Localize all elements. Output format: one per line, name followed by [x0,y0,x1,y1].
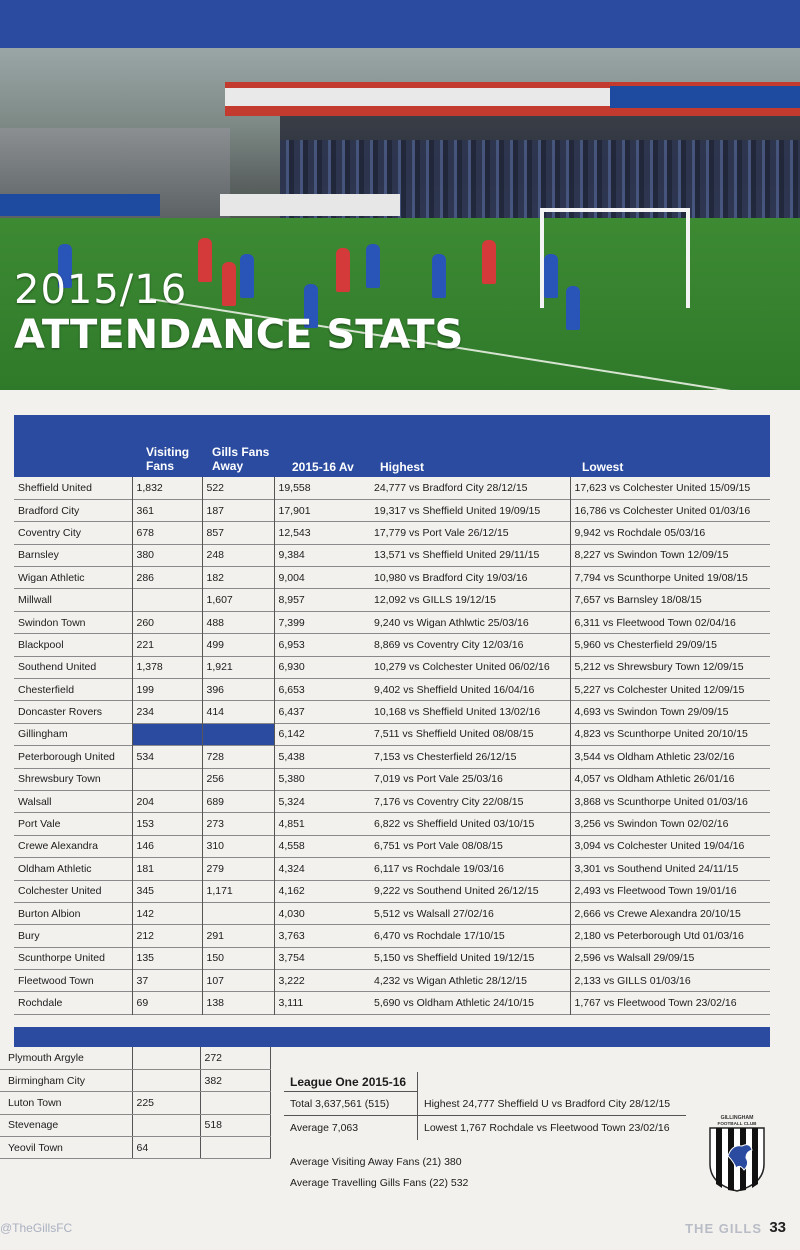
lowest-cell: 7,794 vs Scunthorpe United 19/08/15 [570,567,770,589]
team-name-cell: Walsall [18,795,52,808]
highest-cell: 6,751 vs Port Vale 08/08/15 [374,840,503,853]
photo-player [544,254,558,298]
photo-goal [540,208,690,308]
table-row [14,477,770,499]
average-cell: 5,438 [274,746,370,768]
lowest-cell: 2,493 vs Fleetwood Town 19/01/16 [570,880,770,902]
visiting-fans-cell: 225 [132,1092,200,1114]
average-cell: 12,543 [274,522,370,544]
gills-fans-away-cell: 291 [202,925,274,947]
highest-cell: 19,317 vs Sheffield United 19/09/15 [374,504,541,517]
lowest-cell: 3,868 vs Scunthorpe United 01/03/16 [570,790,770,812]
highest-cell: 7,176 vs Coventry City 22/08/15 [374,795,524,808]
gills-fans-away-cell: 182 [202,567,274,589]
highest-cell: 10,279 vs Colchester United 06/02/16 [374,661,550,674]
team-name-cell: Luton Town [0,1092,132,1114]
average-cell: 3,754 [274,947,370,969]
team-name-cell: Blackpool [18,638,64,651]
average-cell: 6,653 [274,679,370,701]
gills-fans-away-cell: 488 [202,611,274,633]
lowest-cell: 2,180 vs Peterborough Utd 01/03/16 [570,925,770,947]
visiting-fans-cell [132,1047,200,1069]
team-name-cell: Oldham Athletic [18,862,92,875]
table-row [14,522,770,544]
average-cell: 19,558 [274,477,370,499]
team-name-cell: Burton Albion [18,907,81,920]
gills-fans-away-cell [200,1137,270,1159]
table-row [14,880,770,902]
lowest-cell: 8,227 vs Swindon Town 12/09/15 [570,544,770,566]
visiting-fans-cell: 286 [132,567,202,589]
header-highest: Highest [380,460,425,474]
gills-fans-away-cell: 396 [202,679,274,701]
highest-cell: 24,777 vs Bradford City 28/12/15 [374,481,528,494]
gills-fans-away-cell: 107 [202,970,274,992]
visiting-fans-cell: 380 [132,544,202,566]
team-name-cell: Swindon Town [18,616,86,629]
league-one-summary [284,1072,686,1140]
visiting-fans-cell: 199 [132,679,202,701]
visiting-fans-cell [132,589,202,611]
average-cell: 3,763 [274,925,370,947]
table-row [14,679,770,701]
table-row [0,1047,270,1069]
average-cell: 9,384 [274,544,370,566]
highest-cell: 5,512 vs Walsall 27/02/16 [374,907,494,920]
gills-fans-away-cell: 1,921 [202,656,274,678]
gills-fans-away-cell: 499 [202,634,274,656]
gills-fans-away-cell: 273 [202,813,274,835]
visiting-fans-cell: 345 [132,880,202,902]
table-row [14,813,770,835]
visiting-fans-cell: 361 [132,499,202,521]
lowest-cell: 9,942 vs Rochdale 05/03/16 [570,522,770,544]
team-name-cell: Port Vale [18,818,61,831]
header-average: 2015-16 Av [292,460,354,474]
photo-ad-board [0,194,160,216]
gills-fans-away-cell: 248 [202,544,274,566]
visiting-fans-cell: 234 [132,701,202,723]
average-cell: 9,004 [274,567,370,589]
lowest-cell: 4,823 vs Scunthorpe United 20/10/15 [570,723,770,745]
highest-cell: 6,117 vs Rochdale 19/03/16 [374,862,504,875]
visiting-fans-cell: 181 [132,858,202,880]
visiting-fans-cell: 142 [132,902,202,924]
table-row [0,1092,270,1114]
visiting-fans-cell: 221 [132,634,202,656]
highest-cell: 17,779 vs Port Vale 26/12/15 [374,526,509,539]
visiting-fans-cell: 69 [132,992,202,1014]
table-row [14,701,770,723]
highest-cell: 5,150 vs Sheffield United 19/12/15 [374,952,535,965]
average-visiting-away-fans: Average Visiting Away Fans (21) 380 [290,1156,462,1168]
visiting-fans-cell: 64 [132,1137,200,1159]
average-cell: 3,111 [274,992,370,1014]
visiting-fans-cell: 146 [132,835,202,857]
team-name-cell: Scunthorpe United [18,952,105,965]
table-row [14,544,770,566]
team-name-cell: Yeovil Town [0,1137,132,1159]
crest-text-line: FOOTBALL CLUB [717,1121,757,1126]
table-row [14,567,770,589]
gillingham-crest-icon [706,1112,768,1192]
table-row [14,858,770,880]
average-travelling-gills-fans: Average Travelling Gills Fans (22) 532 [290,1177,469,1189]
visiting-fans-cell [132,1114,200,1136]
photo-player [566,286,580,330]
visiting-fans-cell: 37 [132,970,202,992]
lowest-cell: 3,256 vs Swindon Town 02/02/16 [570,813,770,835]
photo-stand-roof [225,82,800,116]
highest-cell: 7,019 vs Port Vale 25/03/16 [374,773,503,786]
table-row [14,499,770,521]
team-name-cell: Crewe Alexandra [18,840,98,853]
lowest-cell: 7,657 vs Barnsley 18/08/15 [570,589,770,611]
league-lowest: Lowest 1,767 Rochdale vs Fleetwood Town 23/02/16 [424,1122,670,1134]
average-cell: 4,851 [274,813,370,835]
title-year: 2015/16 [14,267,188,313]
highest-cell: 5,690 vs Oldham Athletic 24/10/15 [374,997,534,1010]
team-name-cell: Peterborough United [18,750,115,763]
team-name-cell: Rochdale [18,997,63,1010]
gills-fans-away-cell [200,1092,270,1114]
team-name-cell: Coventry City [18,526,82,539]
gills-fans-away-cell: 1,607 [202,589,274,611]
average-cell: 6,142 [274,723,370,745]
team-name-cell: Stevenage [0,1114,132,1136]
gills-fans-away-cell: 689 [202,790,274,812]
gills-fans-away-cell: 382 [200,1069,270,1091]
table-row [14,790,770,812]
table-row [14,634,770,656]
highest-cell: 12,092 vs GILLS 19/12/15 [374,594,497,607]
table-row [14,970,770,992]
lowest-cell: 3,094 vs Colchester United 19/04/16 [570,835,770,857]
visiting-fans-cell: 212 [132,925,202,947]
average-cell: 5,380 [274,768,370,790]
gills-fans-away-cell [202,723,274,745]
team-name-cell: Bradford City [18,504,80,517]
team-name-cell: Barnsley [18,549,59,562]
team-name-cell: Wigan Athletic [18,571,85,584]
photo-ad-board [220,194,400,216]
highest-cell: 4,232 vs Wigan Athletic 28/12/15 [374,974,527,987]
visiting-fans-cell: 534 [132,746,202,768]
highest-cell: 7,511 vs Sheffield United 08/08/15 [374,728,534,741]
average-cell: 17,901 [274,499,370,521]
highest-cell: 6,470 vs Rochdale 17/10/15 [374,930,505,942]
average-cell: 6,437 [274,701,370,723]
visiting-fans-cell [132,1069,200,1091]
gills-fans-away-cell [202,902,274,924]
mid-color-band [14,1027,770,1047]
average-cell: 4,324 [274,858,370,880]
gills-fans-away-cell: 310 [202,835,274,857]
table-row [0,1114,270,1136]
highest-cell: 9,402 vs Sheffield United 16/04/16 [374,683,535,696]
average-cell: 8,957 [274,589,370,611]
average-cell: 4,558 [274,835,370,857]
attendance-table [14,477,770,1015]
highest-cell: 6,822 vs Sheffield United 03/10/15 [374,818,535,831]
lowest-cell: 5,212 vs Shrewsbury Town 12/09/15 [570,656,770,678]
highest-cell: 8,869 vs Coventry City 12/03/16 [374,638,524,651]
header-gills-fans-away: Gills Fans Away [212,445,270,473]
lowest-cell: 2,666 vs Crewe Alexandra 20/10/15 [570,902,770,924]
highest-cell: 10,980 vs Bradford City 19/03/16 [374,571,528,584]
photo-player [482,240,496,284]
team-name-cell: Bury [18,930,40,942]
top-color-band [0,0,800,48]
lowest-cell: 5,960 vs Chesterfield 29/09/15 [570,634,770,656]
gills-fans-away-cell: 518 [200,1114,270,1136]
highest-cell: 13,571 vs Sheffield United 29/11/15 [374,549,540,562]
gills-fans-away-cell: 857 [202,522,274,544]
visiting-fans-cell [132,768,202,790]
lowest-cell: 17,623 vs Colchester United 15/09/15 [570,477,770,499]
average-cell: 5,324 [274,790,370,812]
stats-table-header [14,415,770,477]
lowest-cell: 4,693 vs Swindon Town 29/09/15 [570,701,770,723]
team-name-cell: Birmingham City [0,1069,132,1091]
highest-cell: 7,153 vs Chesterfield 26/12/15 [374,750,517,763]
gills-fans-away-cell: 728 [202,746,274,768]
table-row [14,902,770,924]
visiting-fans-cell: 1,832 [132,477,202,499]
table-row [0,1069,270,1091]
team-name-cell: Colchester United [18,885,102,898]
league-highest: Highest 24,777 Sheffield U vs Bradford City 28/12/15 [424,1098,671,1110]
lowest-cell: 3,301 vs Southend United 24/11/15 [570,858,770,880]
lowest-cell: 2,596 vs Walsall 29/09/15 [570,947,770,969]
average-cell: 4,162 [274,880,370,902]
gills-fans-away-cell: 522 [202,477,274,499]
table-row [14,947,770,969]
table-row [14,723,770,745]
team-name-cell: Doncaster Rovers [18,706,103,719]
league-total: Total 3,637,561 (515) [284,1092,418,1115]
gills-fans-away-cell: 256 [202,768,274,790]
table-row [14,589,770,611]
average-cell: 3,222 [274,970,370,992]
team-name-cell: Chesterfield [18,683,75,696]
page-title [14,268,463,358]
table-row [14,992,770,1014]
visiting-fans-cell: 135 [132,947,202,969]
team-name-cell: Fleetwood Town [18,974,94,987]
title-main: ATTENDANCE STATS [14,312,464,358]
footer-twitter-handle: @TheGillsFC [0,1221,73,1235]
lowest-cell: 1,767 vs Fleetwood Town 23/02/16 [570,992,770,1014]
header-lowest: Lowest [582,460,624,474]
table-row [0,1137,270,1159]
table-row [14,611,770,633]
table-row [14,656,770,678]
lowest-cell: 6,311 vs Fleetwood Town 02/04/16 [570,611,770,633]
lowest-cell: 5,227 vs Colchester United 12/09/15 [570,679,770,701]
highest-cell: 10,168 vs Sheffield United 13/02/16 [374,706,541,719]
average-cell: 6,953 [274,634,370,656]
team-name-cell: Millwall [18,594,52,607]
crest-text-line: GILLINGHAM [720,1115,754,1121]
gills-fans-away-cell: 150 [202,947,274,969]
average-cell: 4,030 [274,902,370,924]
lowest-cell: 16,786 vs Colchester United 01/03/16 [570,499,770,521]
gills-fans-away-cell: 1,171 [202,880,274,902]
league-average: Average 7,063 [284,1116,418,1140]
visiting-fans-cell: 260 [132,611,202,633]
average-cell: 6,930 [274,656,370,678]
team-name-cell: Sheffield United [18,481,92,494]
table-row [14,746,770,768]
table-row [14,768,770,790]
gills-fans-away-cell: 187 [202,499,274,521]
visiting-fans-cell: 153 [132,813,202,835]
lowest-cell: 2,133 vs GILLS 01/03/16 [570,970,770,992]
gills-fans-away-cell: 414 [202,701,274,723]
gills-fans-away-cell: 138 [202,992,274,1014]
gills-fans-away-cell: 279 [202,858,274,880]
team-name-cell: Plymouth Argyle [0,1047,132,1069]
team-name-cell: Gillingham [18,728,68,741]
header-visiting-fans: Visiting Fans [146,445,190,473]
visiting-fans-cell: 204 [132,790,202,812]
average-cell: 7,399 [274,611,370,633]
footer-magazine-name: THE GILLS [685,1221,762,1236]
team-name-cell: Shrewsbury Town [18,773,101,786]
table-row [14,835,770,857]
gills-fans-away-cell: 272 [200,1047,270,1069]
lowest-cell: 3,544 vs Oldham Athletic 23/02/16 [570,746,770,768]
highest-cell: 9,222 vs Southend United 26/12/15 [374,885,539,898]
highest-cell: 9,240 vs Wigan Athlwtic 25/03/16 [374,616,529,629]
cup-attendance-table [0,1047,271,1159]
visiting-fans-cell [132,723,202,745]
visiting-fans-cell: 678 [132,522,202,544]
visiting-fans-cell: 1,378 [132,656,202,678]
team-name-cell: Southend United [18,661,97,674]
lowest-cell: 4,057 vs Oldham Athletic 26/01/16 [570,768,770,790]
league-title: League One 2015-16 [284,1072,418,1092]
table-row [14,925,770,947]
footer-page-number: 33 [769,1219,786,1236]
